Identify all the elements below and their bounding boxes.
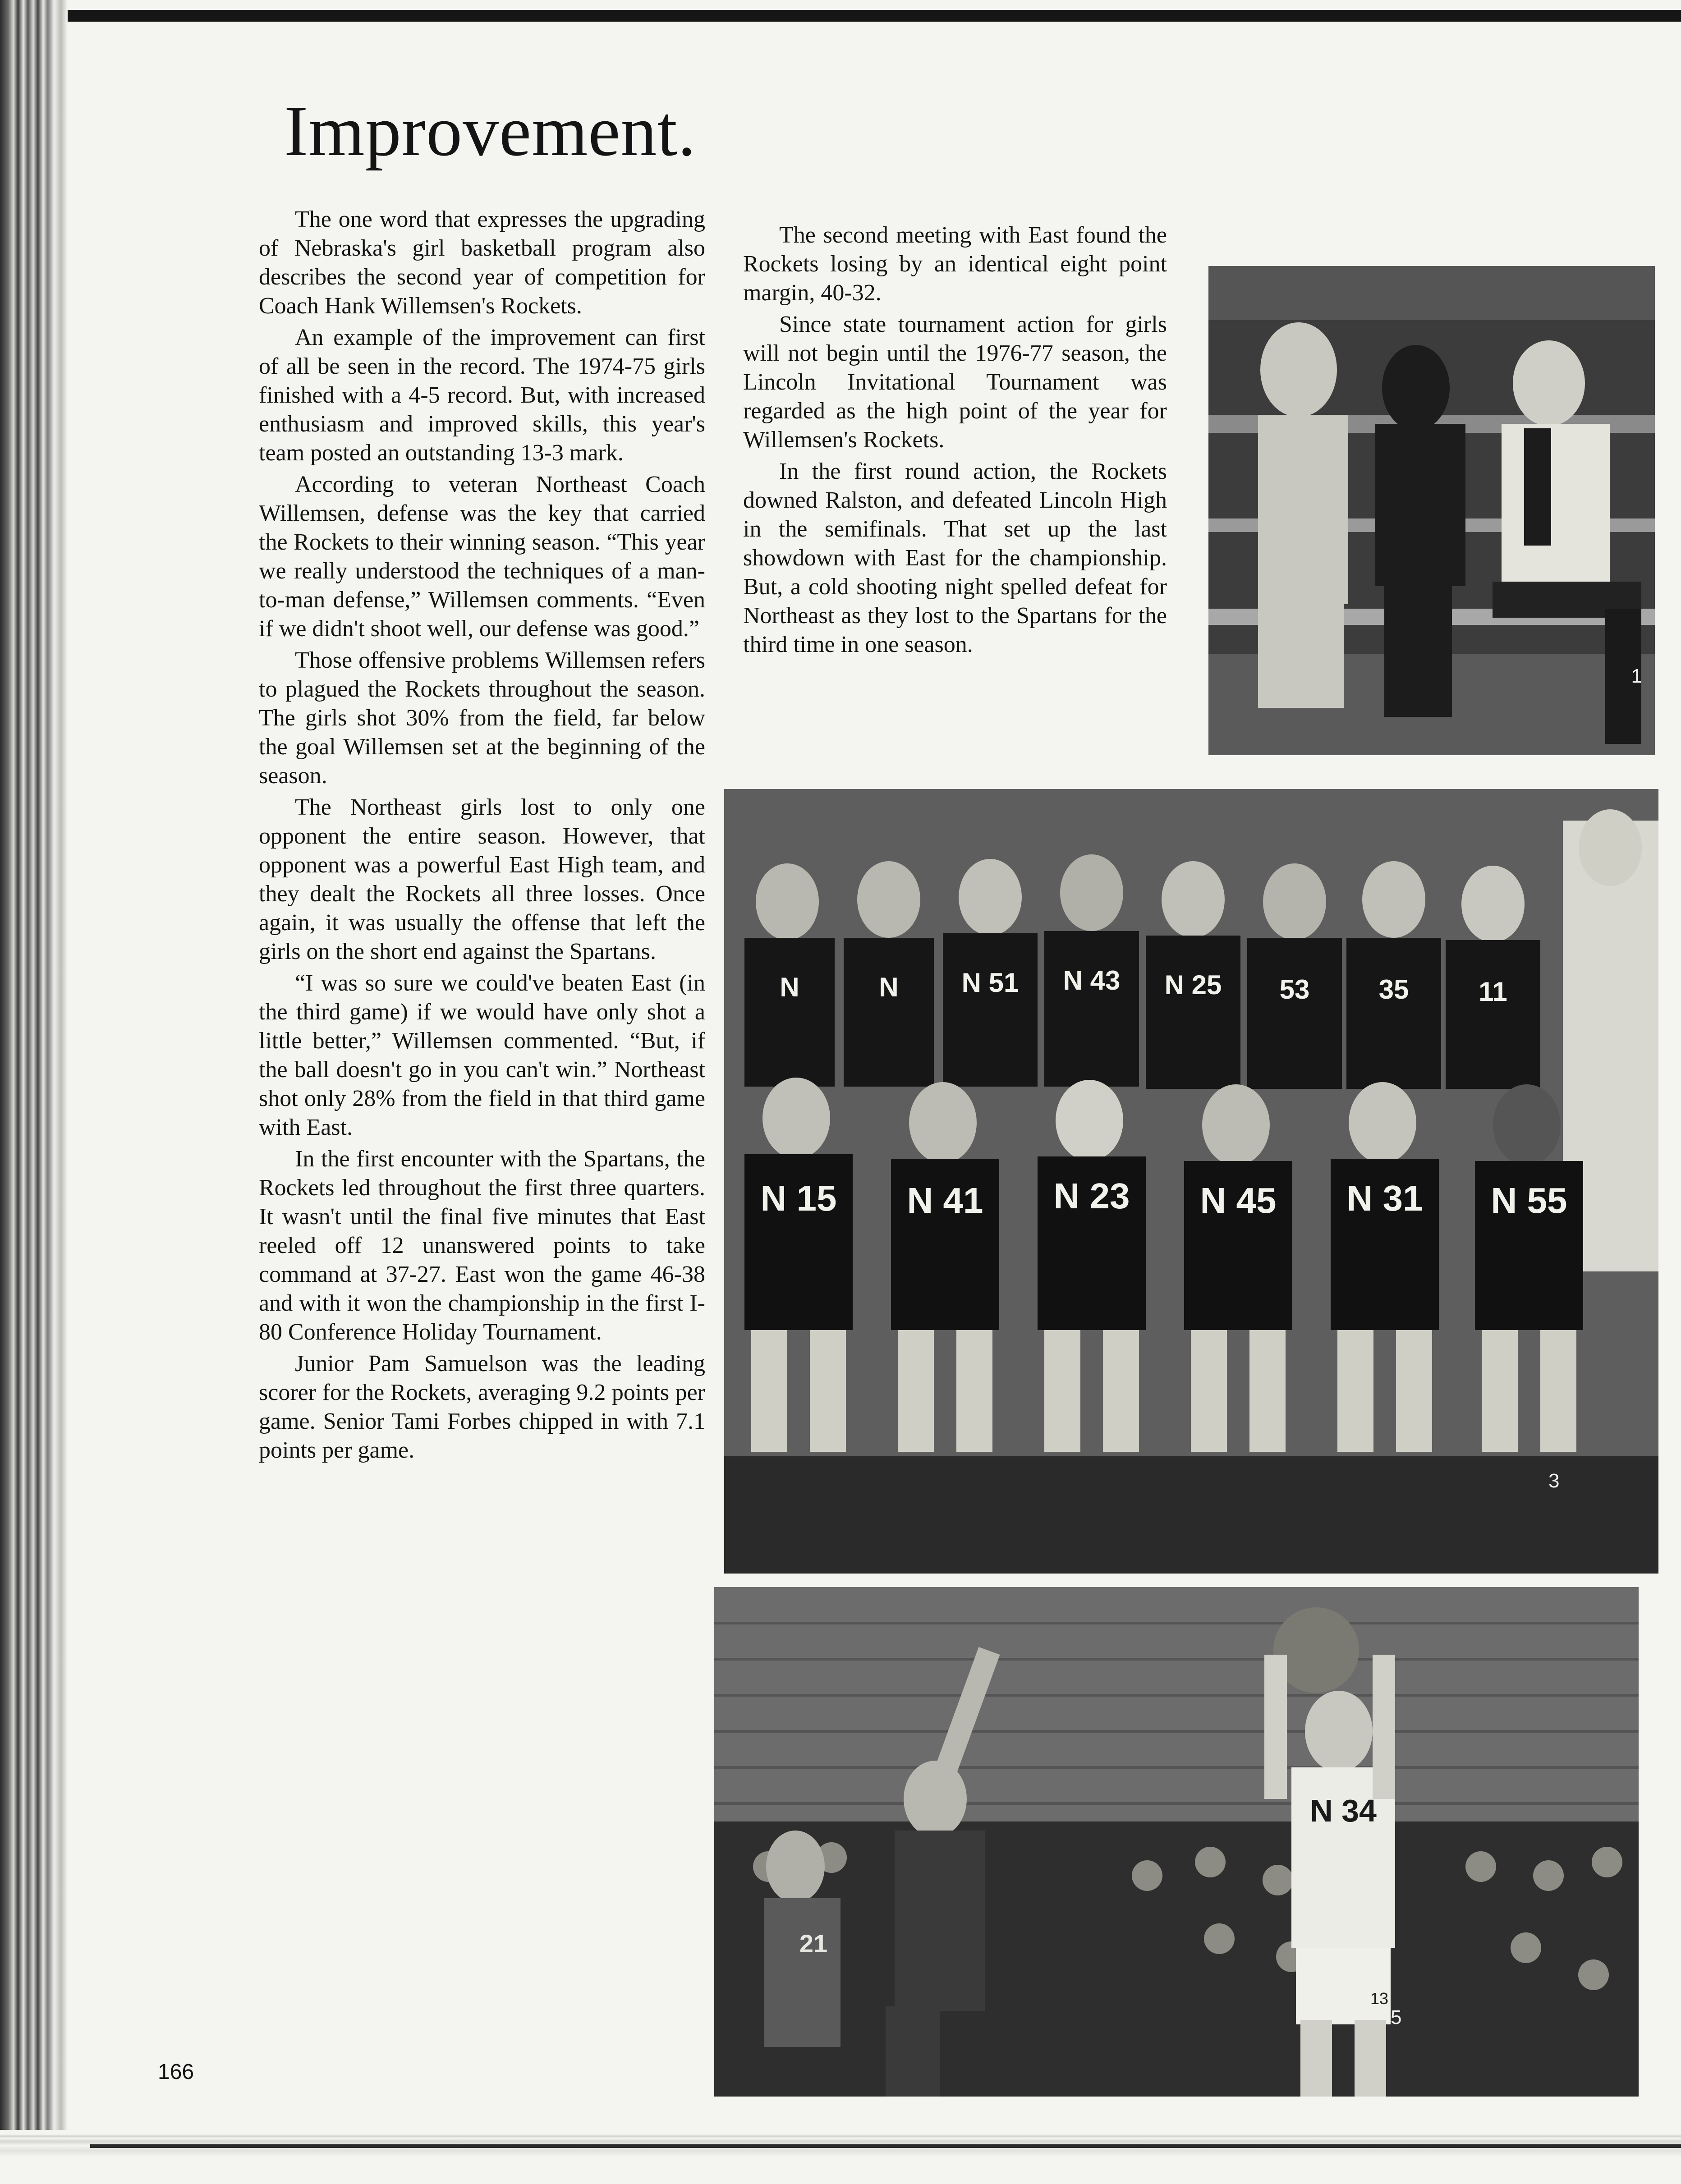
team-portrait-illustration [724, 789, 1658, 1574]
jersey-number: N 25 [1164, 970, 1222, 1000]
page-title: Improvement. [284, 91, 696, 171]
paragraph: In the first round action, the Rockets downed Ralston, and defeated Lincoln High in the semifinals. That set up the last showdown with East for the championship. But, a cold shooting night spelled defeat for Northeast as they lost to the Spartans for the third time in one season. [743, 459, 1167, 657]
paragraph: The Northeast girls lost to only one opponent the entire season. However, that opponent was a powerful East High team, and they dealt the Rockets all three losses. Once again, it was usually the offense that left the girls on the short end against the Spartans. [259, 794, 705, 964]
jersey-number: 35 [1378, 974, 1409, 1005]
game-action-photo [714, 1587, 1639, 2097]
jersey-number: N 15 [760, 1178, 837, 1218]
page-number: 166 [158, 2060, 194, 2084]
coaches-bench-illustration [1208, 266, 1655, 755]
paragraph: Those offensive problems Willemsen refers to plagued the Rockets throughout the season. The girls shot 30% from the field, far below the goal Willemsen set at the beginning of the season. [259, 647, 705, 789]
page-bottom-edge [0, 2130, 1681, 2184]
photo-number: 5 [1391, 2006, 1402, 2028]
article-column-left [259, 205, 705, 1468]
jersey-number: 21 [799, 1929, 828, 1958]
jersey-number: 13 [1370, 1989, 1389, 2008]
jersey-number: 53 [1279, 974, 1310, 1005]
team-portrait-photo [724, 789, 1658, 1574]
jersey-number: N 41 [907, 1180, 983, 1220]
game-action-illustration [714, 1587, 1639, 2097]
jersey-number: N 55 [1491, 1180, 1567, 1220]
photo-number: 3 [1548, 1470, 1560, 1492]
paragraph: “I was so sure we could've beaten East (in the third game) if we would have only shot a little better,” Willemsen commented. “But, if the ball doesn't go in you can't win.” Northeast shot only 28% from the field in that third game with East. [259, 970, 705, 1140]
top-rule [68, 10, 1681, 22]
article-column-right [743, 221, 1167, 662]
paragraph: According to veteran Northeast Coach Willemsen, defense was the key that carried the Rockets to their winning season. “This year we really understood the techniques of a man-to-man defense,” Willemsen comments. “Even if we didn't shoot well, our defense was good.” [259, 472, 705, 642]
book-binding [0, 0, 68, 2184]
jersey-number: N [780, 972, 799, 1002]
jersey-number: N 23 [1053, 1176, 1130, 1216]
paragraph: The one word that expresses the upgrading of Nebraska's girl basketball program also describes the second year of competition for Coach Hank Willemsen's Rockets. [259, 206, 705, 319]
jersey-number: N 45 [1200, 1180, 1277, 1220]
paragraph: Since state tournament action for girls will not begin until the 1976-77 season, the Lincoln Invitational Tournament was regarded as the high point of the year for Willemsen's Rockets. [743, 312, 1167, 453]
photo-number: 1 [1631, 665, 1642, 687]
paragraph: Junior Pam Samuelson was the leading scorer for the Rockets, averaging 9.2 points per game. Senior Tami Forbes chipped in with 7.1 points per game. [259, 1351, 705, 1463]
jersey-number: N 31 [1346, 1178, 1423, 1218]
bottom-rule [90, 2144, 1681, 2148]
jersey-number: N 43 [1063, 965, 1121, 996]
jersey-number: N 51 [961, 968, 1019, 998]
paragraph: In the first encounter with the Spartans, the Rockets led throughout the first three quarters. It wasn't until the final five minutes that East reeled off 12 unanswered points to take command at 37-27. East won the game 46-38 and with it won the championship in the first I-80 Conference Holiday Tournament. [259, 1146, 705, 1345]
coaches-bench-photo [1208, 266, 1655, 755]
jersey-number: N [879, 972, 899, 1002]
jersey-number: N 34 [1310, 1793, 1377, 1828]
paragraph: An example of the improvement can first of all be seen in the record. The 1974-75 girls finished with a 4-5 record. But, with increased enthusiasm and improved skills, this year's team posted an outstanding 13-3 mark. [259, 325, 705, 466]
paragraph: The second meeting with East found the Rockets losing by an identical eight point margin, 40-32. [743, 222, 1167, 306]
jersey-number: 11 [1479, 977, 1507, 1007]
